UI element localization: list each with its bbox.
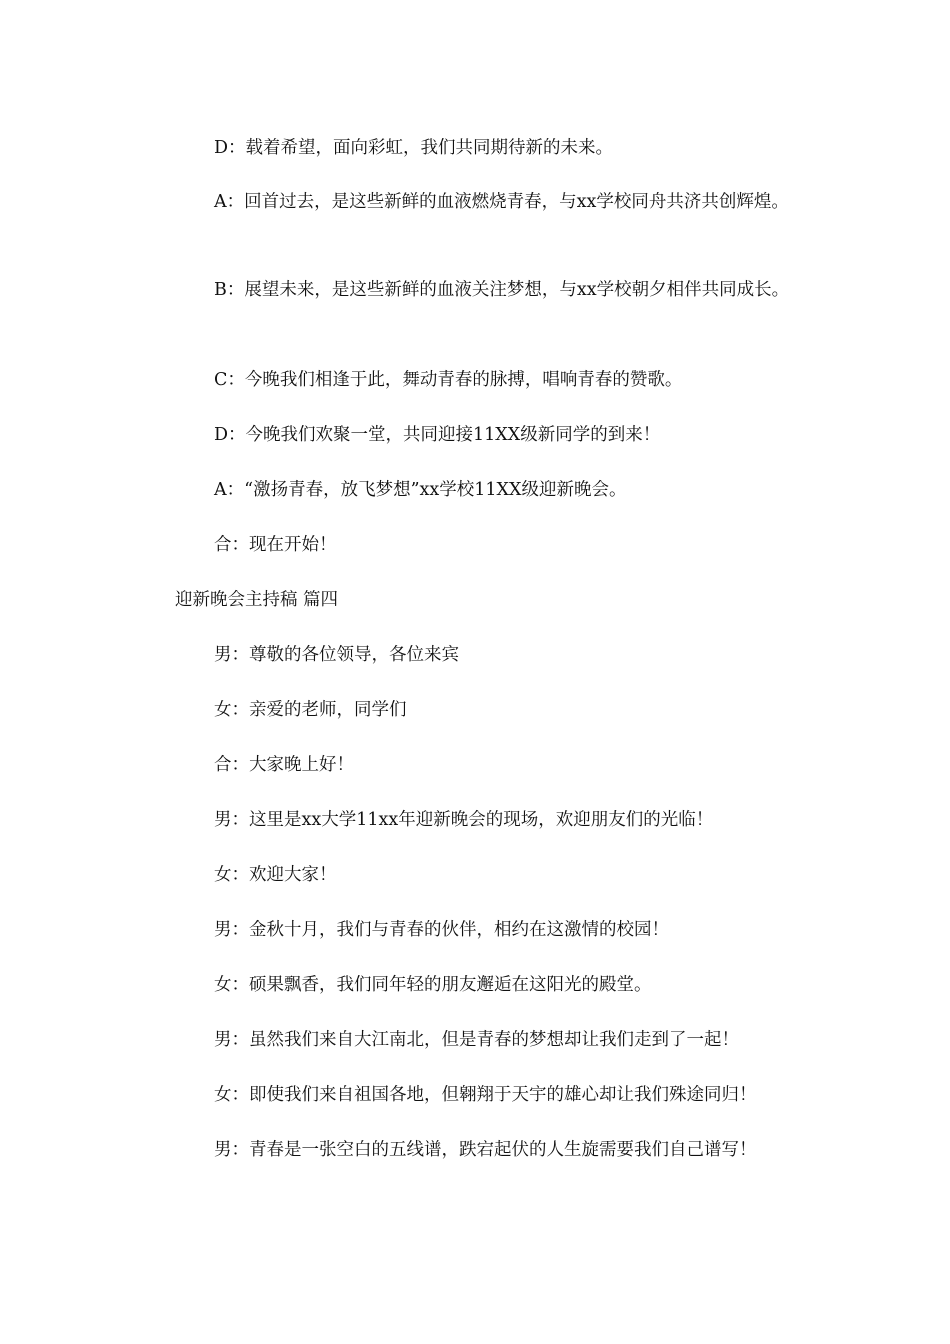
section-heading: 迎新晚会主持稿 篇四 xyxy=(175,590,339,610)
paragraph-together-start: 合：现在开始！ xyxy=(214,535,337,555)
paragraph-c-tonight: C：今晚我们相逢于此，舞动青春的脉搏，唱响青春的赞歌。 xyxy=(214,370,683,390)
paragraph-d-hope: D：载着希望，面向彩虹，我们共同期待新的未来。 xyxy=(214,138,614,158)
paragraph-male-youth: 男：青春是一张空白的五线谱，跌宕起伏的人生旋需要我们自己谱写！ xyxy=(214,1140,757,1160)
paragraph-male-venue: 男：这里是xx大学11xx年迎新晚会的现场，欢迎朋友们的光临！ xyxy=(214,810,714,830)
paragraph-b-future: B：展望未来，是这些新鲜的血液关注梦想，与xx学校朝夕相伴共同成长。 xyxy=(214,280,790,300)
paragraph-male-dream: 男：虽然我们来自大江南北，但是青春的梦想却让我们走到了一起！ xyxy=(214,1030,739,1050)
paragraph-male-autumn: 男：金秋十月，我们与青春的伙伴，相约在这激情的校园！ xyxy=(214,920,669,940)
paragraph-a-title: A：“激扬青春，放飞梦想”xx学校11XX级迎新晚会。 xyxy=(214,480,627,500)
paragraph-d-gather: D：今晚我们欢聚一堂，共同迎接11XX级新同学的到来！ xyxy=(214,425,661,445)
paragraph-together-greeting: 合：大家晚上好！ xyxy=(214,755,354,775)
paragraph-male-leaders: 男：尊敬的各位领导，各位来宾 xyxy=(214,645,459,665)
paragraph-a-past: A：回首过去，是这些新鲜的血液燃烧青春，与xx学校同舟共济共创辉煌。 xyxy=(214,192,789,212)
paragraph-female-teachers: 女：亲爱的老师，同学们 xyxy=(214,700,407,720)
paragraph-female-harvest: 女：硕果飘香，我们同年轻的朋友邂逅在这阳光的殿堂。 xyxy=(214,975,652,995)
paragraph-female-ambition: 女：即使我们来自祖国各地，但翱翔于天宇的雄心却让我们殊途同归！ xyxy=(214,1085,757,1105)
paragraph-female-welcome: 女：欢迎大家！ xyxy=(214,865,337,885)
